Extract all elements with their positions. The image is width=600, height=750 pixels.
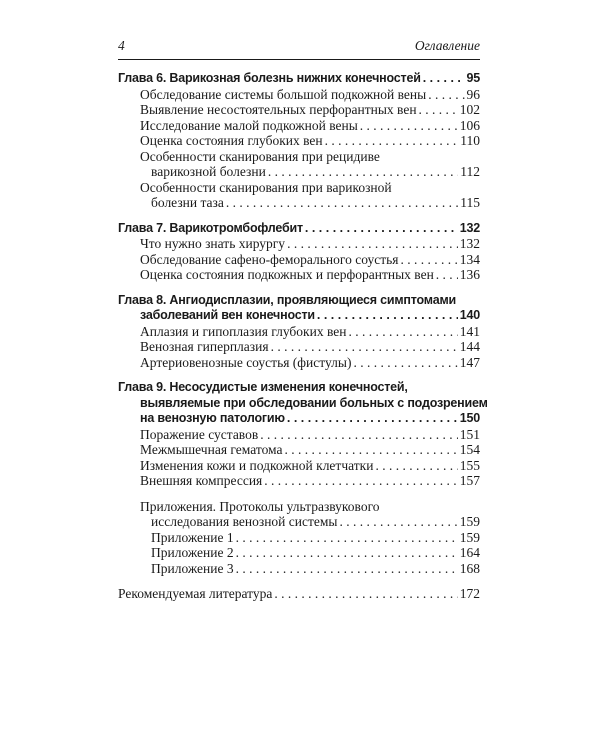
dot-leader bbox=[268, 164, 458, 180]
dot-leader bbox=[353, 355, 457, 371]
spacer bbox=[118, 211, 480, 221]
dot-leader bbox=[264, 473, 457, 489]
dot-leader bbox=[339, 514, 457, 530]
toc-entry[interactable]: Оценка состояния глубоких вен . . . 110 bbox=[118, 133, 480, 149]
dot-leader bbox=[375, 458, 457, 474]
dot-leader bbox=[305, 221, 458, 237]
dot-leader bbox=[236, 561, 458, 577]
dot-leader bbox=[436, 267, 458, 283]
table-of-contents bbox=[118, 71, 488, 602]
toc-entry[interactable]: Изменения кожи и подкожной клетчатки . . . 155 bbox=[118, 458, 480, 474]
toc-entry[interactable]: Приложение 3 . . . 168 bbox=[118, 561, 480, 577]
page-number: 4 bbox=[118, 38, 125, 53]
toc-entry[interactable]: Исследование малой подкожной вены . . . 106 bbox=[118, 118, 480, 134]
toc-entry[interactable]: Обследование системы большой подкожной вены . . . 96 bbox=[118, 87, 480, 103]
dot-leader bbox=[423, 71, 465, 87]
dot-leader bbox=[360, 118, 458, 134]
toc-entry[interactable]: болезни таза . . . 115 bbox=[118, 195, 480, 211]
dot-leader bbox=[285, 442, 458, 458]
spacer bbox=[118, 576, 480, 586]
dot-leader bbox=[260, 427, 458, 443]
toc-chapter-6[interactable]: Глава 6. Варикозная болезнь нижних конечностей . . . 95 bbox=[118, 71, 480, 87]
toc-appendix-title-line[interactable]: Приложения. Протоколы ультразвукового bbox=[140, 498, 380, 514]
dot-leader bbox=[317, 308, 458, 324]
dot-leader bbox=[287, 411, 458, 427]
spacer bbox=[118, 489, 480, 499]
toc-chapter-8[interactable]: заболеваний вен конечности . . . 140 bbox=[118, 308, 480, 324]
dot-leader bbox=[400, 252, 457, 268]
running-header bbox=[118, 38, 480, 56]
toc-entry[interactable]: Аплазия и гипоплазия глубоких вен . . . 141 bbox=[118, 324, 480, 340]
toc-entry[interactable]: Выявление несостоятельных перфорантных вен . . . 102 bbox=[118, 102, 480, 118]
dot-leader bbox=[236, 530, 458, 546]
dot-leader bbox=[348, 324, 457, 340]
dot-leader bbox=[428, 87, 464, 103]
toc-entry[interactable]: Артериовенозные соустья (фистулы) . . . 147 bbox=[118, 355, 480, 371]
running-title: Оглавление bbox=[414, 38, 480, 53]
toc-chapter-9-title-line[interactable]: выявляемые при обследовании больных с подозрением bbox=[140, 395, 488, 410]
dot-leader bbox=[287, 236, 458, 252]
dot-leader bbox=[325, 133, 459, 149]
toc-entry-line[interactable]: Особенности сканирования при рецидиве bbox=[140, 148, 380, 164]
dot-leader bbox=[274, 586, 457, 602]
toc-entry[interactable]: Приложение 2 . . . 164 bbox=[118, 545, 480, 561]
toc-entry[interactable]: Оценка состояния подкожных и перфорантных вен . . . 136 bbox=[118, 267, 480, 283]
dot-leader bbox=[271, 339, 458, 355]
toc-entry[interactable]: Внешняя компрессия . . . 157 bbox=[118, 473, 480, 489]
toc-chapter-8-title-line[interactable]: Глава 8. Ангиодисплазии, проявляющиеся симптомами bbox=[118, 292, 456, 307]
toc-chapter-7[interactable]: Глава 7. Варикотромбофлебит . . . 132 bbox=[118, 221, 480, 237]
toc-chapter-9[interactable]: на венозную патологию . . . 150 bbox=[118, 411, 480, 427]
dot-leader bbox=[236, 545, 458, 561]
toc-entry[interactable]: Венозная гиперплазия . . . 144 bbox=[118, 339, 480, 355]
document-page bbox=[118, 38, 488, 602]
toc-entry[interactable]: Обследование сафено-феморального соустья . . . 134 bbox=[118, 252, 480, 268]
toc-entry[interactable]: Поражение суставов . . . 151 bbox=[118, 427, 480, 443]
spacer bbox=[118, 283, 480, 293]
dot-leader bbox=[419, 102, 458, 118]
toc-references[interactable]: Рекомендуемая литература . . . 172 bbox=[118, 586, 480, 602]
toc-entry-line[interactable]: Особенности сканирования при варикозной bbox=[140, 179, 392, 195]
toc-chapter-9-title-line[interactable]: Глава 9. Несосудистые изменения конечностей, bbox=[118, 380, 408, 394]
spacer bbox=[118, 370, 480, 380]
dot-leader bbox=[226, 195, 458, 211]
toc-entry[interactable]: Приложение 1 . . . 159 bbox=[118, 530, 480, 546]
toc-entry[interactable]: Межмышечная гематома . . . 154 bbox=[118, 442, 480, 458]
toc-appendix[interactable]: исследования венозной системы . . . 159 bbox=[118, 514, 480, 530]
header-rule bbox=[118, 59, 480, 60]
toc-entry[interactable]: варикозной болезни . . . 112 bbox=[118, 164, 480, 180]
toc-entry[interactable]: Что нужно знать хирургу . . . 132 bbox=[118, 236, 480, 252]
